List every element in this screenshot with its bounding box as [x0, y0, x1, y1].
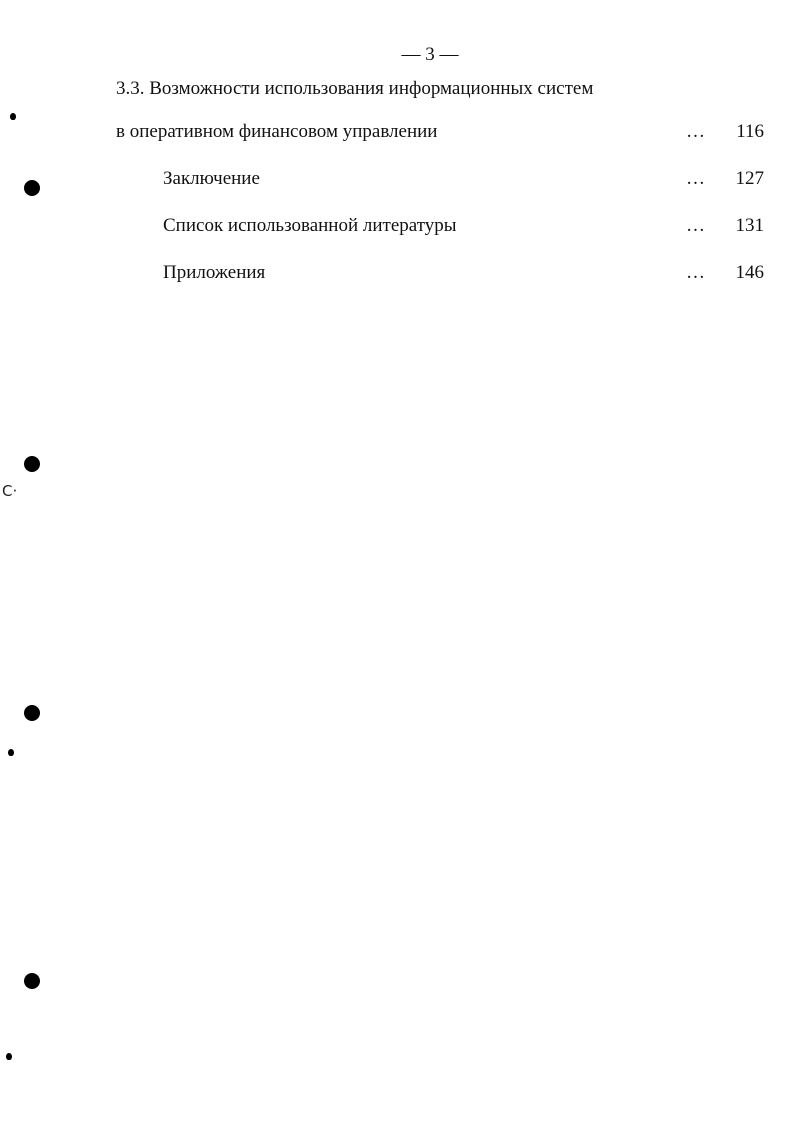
toc-entry-references-page: 131 [735, 215, 764, 236]
toc-entry-appendices-page: 146 [735, 262, 764, 283]
table-of-contents [0, 0, 796, 320]
toc-entry-3-3-leader: … [686, 121, 706, 142]
toc-entry-references-leader: … [686, 215, 706, 236]
page-number: — 3 — [401, 44, 459, 65]
toc-entry-conclusion-page: 127 [735, 168, 764, 189]
toc-entry-3-3-title-line2: в оперативном финансовом управлении [116, 121, 438, 142]
toc-entry-conclusion-leader: … [686, 168, 706, 189]
toc-entry-conclusion-title: Заключение [163, 168, 260, 189]
toc-entry-references-title: Список использованной литературы [163, 215, 457, 236]
scan-speck [8, 749, 14, 756]
toc-entry-appendices-leader: … [686, 262, 706, 283]
binder-hole [24, 456, 40, 472]
binder-hole [24, 180, 40, 196]
scan-mark: C· [2, 482, 18, 500]
toc-entry-3-3-title-line1: 3.3. Возможности использования информационных систем [116, 78, 594, 99]
scan-speck [10, 113, 16, 120]
binder-hole [24, 705, 40, 721]
toc-entry-3-3-page: 116 [736, 121, 764, 142]
toc-entry-appendices-title: Приложения [163, 262, 266, 283]
scan-speck [6, 1053, 12, 1060]
binder-hole [24, 973, 40, 989]
